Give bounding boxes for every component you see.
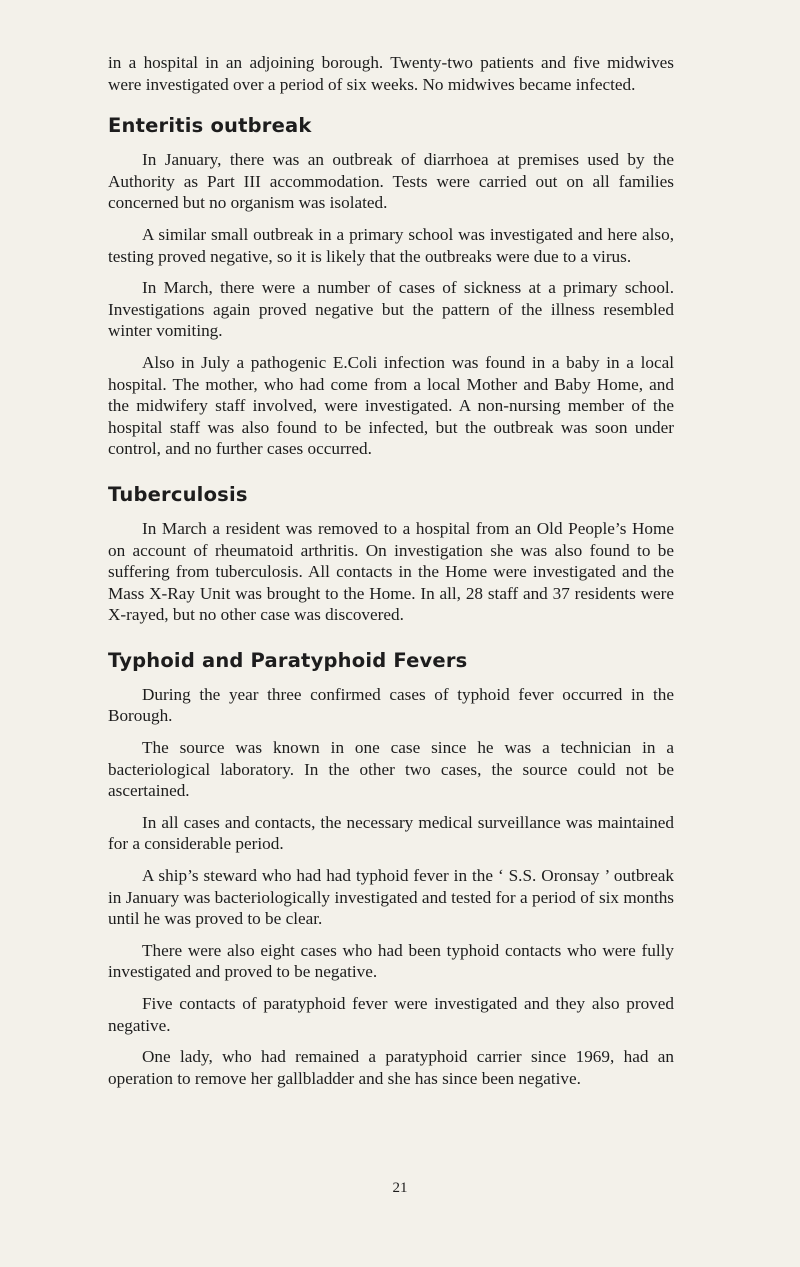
section-heading: Typhoid and Paratyphoid Fevers: [108, 648, 468, 672]
section-heading: Tuberculosis: [108, 482, 248, 506]
paragraph: A ship’s steward who had had typhoid fever in the ‘ S.S. Oronsay ’ outbreak in January was bacteriologically investigated and tested for a period of six months until he was proved to be clear.: [108, 866, 674, 929]
paragraph: One lady, who had remained a paratyphoid carrier since 1969, had an operation to remove her gallbladder and she has since been negative.: [108, 1047, 674, 1088]
paragraph: During the year three confirmed cases of typhoid fever occurred in the Borough.: [108, 684, 674, 726]
paragraph: In March, there were a number of cases of sickness at a primary school. Investigations again proved negative but the pattern of the illness resembled winter vomiting.: [108, 278, 674, 341]
paragraph: There were also eight cases who had been typhoid contacts who were fully investigated and proved to be negative.: [108, 940, 674, 982]
section-typhoid-paratyphoid: [108, 648, 674, 1090]
paragraph: The source was known in one case since he was a technician in a bacteriological laboratory. In the other two cases, the source could not be ascertained.: [108, 738, 674, 801]
section-enteritis-outbreak: [108, 113, 674, 460]
section-heading: Enteritis outbreak: [108, 114, 312, 138]
section-tuberculosis: [108, 482, 674, 626]
page-number: 21: [392, 1180, 408, 1196]
intro-paragraph: in a hospital in an adjoining borough. Twenty-two patients and five midwives were investigated over a period of six weeks. No midwives became infected.: [108, 53, 674, 94]
paragraph: A similar small outbreak in a primary school was investigated and here also, testing proved negative, so it is likely that the outbreaks were due to a virus.: [108, 224, 674, 266]
paragraph: Also in July a pathogenic E.Coli infection was found in a baby in a local hospital. The mother, who had come from a local Mother and Baby Home, and the midwifery staff involved, were investigated. A non-nursing member of the hospital staff was also found to be infected, but the outbreak was soon under control, and no further cases occurred.: [108, 352, 674, 459]
paragraph: In all cases and contacts, the necessary medical surveillance was maintained for a considerable period.: [108, 812, 674, 854]
document-page: [108, 52, 674, 1099]
paragraph: Five contacts of paratyphoid fever were investigated and they also proved negative.: [108, 994, 674, 1035]
paragraph: In March a resident was removed to a hospital from an Old People’s Home on account of rheumatoid arthritis. On investigation she was also found to be suffering from tuberculosis. All contacts in the Home were investigated and the Mass X-Ray Unit was brought to the Home. In all, 28 staff and 37 residents were X-rayed, but no other case was discovered.: [108, 518, 674, 625]
paragraph: In January, there was an outbreak of diarrhoea at premises used by the Authority as Part III accommodation. Tests were carried out on all families concerned but no organism was isolated.: [108, 150, 674, 213]
